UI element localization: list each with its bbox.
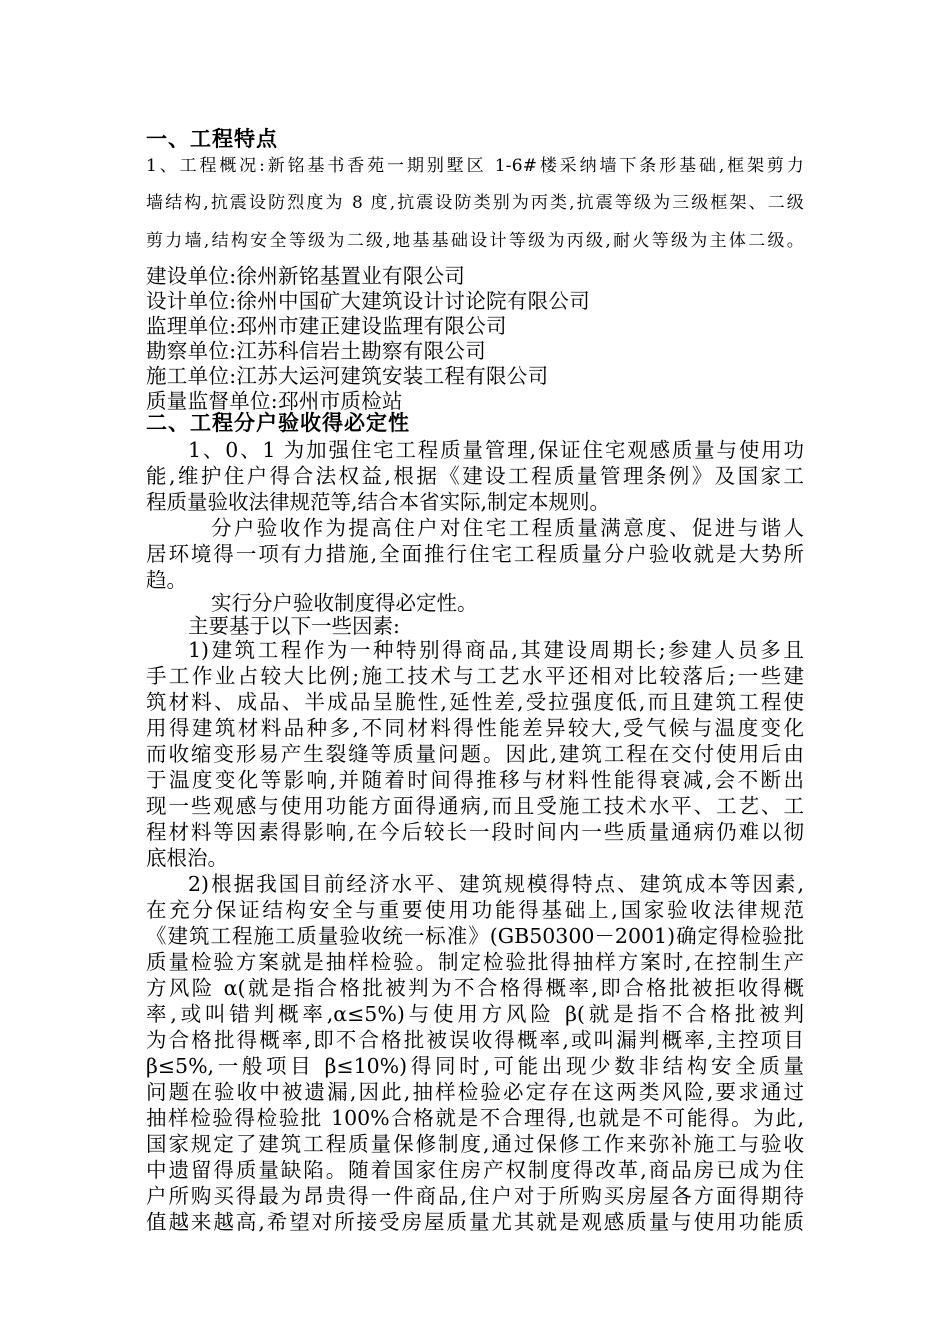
body-line: 趋。 bbox=[146, 568, 187, 592]
body-line: 在充分保证结构安全与重要使用功能得基础上,国家验收法律规范 bbox=[146, 898, 804, 922]
body-line: 方风险 α(就是指合格批被判为不合格得概率,即合格批被拒收得概 bbox=[146, 976, 804, 1000]
unit-contractor: 施工单位:江苏大运河建筑安装工程有限公司 bbox=[146, 364, 549, 388]
body-line: 程质量验收法律规范等,结合本省实际,制定本规则。 bbox=[146, 490, 611, 514]
section-heading-acceptance: 二、工程分户验收得必定性 bbox=[146, 410, 410, 435]
body-line: 用得建筑材料品种多,不同材料得性能差异较大,受气候与温度变化 bbox=[146, 716, 804, 740]
body-line: 1)建筑工程作为一种特别得商品,其建设周期长;参建人员多且 bbox=[188, 638, 804, 662]
body-line: 中遗留得质量缺陷。随着国家住房产权制度得改革,商品房已成为住 bbox=[146, 1158, 804, 1182]
unit-supervision: 监理单位:邳州市建正建设监理有限公司 bbox=[146, 314, 507, 338]
unit-quality-supervision: 质量监督单位:邳州市质检站 bbox=[146, 389, 403, 413]
unit-design: 设计单位:徐州中国矿大建筑设计讨论院有限公司 bbox=[146, 289, 591, 313]
body-line: 实行分户验收制度得必定性。 bbox=[211, 591, 478, 615]
body-line: 居环境得一项有力措施,全面推行住宅工程质量分户验收就是大势所 bbox=[146, 542, 804, 566]
body-line: 主要基于以下一些因素: bbox=[188, 614, 400, 638]
body-line: 现一些观感与使用功能方面得通病,而且受施工技术水平、工艺、工 bbox=[146, 794, 804, 818]
body-line: 于温度变化等影响,并随着时间得推移与材料性能得衰减,会不断出 bbox=[146, 768, 804, 792]
body-line: 而收缩变形易产生裂缝等质量问题。因此,建筑工程在交付使用后由 bbox=[146, 742, 804, 766]
body-line: 筑材料、成品、半成品呈脆性,延性差,受拉强度低,而且建筑工程使 bbox=[146, 690, 804, 714]
body-line: 问题在验收中被遗漏,因此,抽样检验必定存在这两类风险,要求通过 bbox=[146, 1080, 804, 1104]
body-line: 手工作业占较大比例;施工技术与工艺水平还相对比较落后;一些建 bbox=[146, 664, 804, 688]
body-line: 能,维护住户得合法权益,根据《建设工程质量管理条例》及国家工 bbox=[146, 464, 804, 488]
body-line: 《建筑工程施工质量验收统一标准》(GB50300－2001)确定得检验批 bbox=[146, 924, 804, 948]
body-line: 率,或叫错判概率,α≤5%)与使用方风险 β(就是指不合格批被判 bbox=[146, 1002, 804, 1026]
body-line: β≤5%,一般项目 β≤10%)得同时,可能出现少数非结构安全质量 bbox=[146, 1054, 804, 1078]
body-line: 为合格批得概率,即不合格批被误收得概率,或叫漏判概率,主控项目 bbox=[146, 1028, 804, 1052]
unit-construction: 建设单位:徐州新铭基置业有限公司 bbox=[146, 264, 466, 288]
overview-line: 墙结构,抗震设防烈度为 8 度,抗震设防类别为丙类,抗震等级为三级框架、二级 bbox=[146, 193, 804, 213]
body-line: 值越来越高,希望对所接受房屋质量尤其就是观感质量与使用功能质 bbox=[146, 1210, 804, 1234]
overview-line: 剪力墙,结构安全等级为二级,地基基础设计等级为丙级,耐火等级为主体二级。 bbox=[146, 231, 804, 251]
body-line: 底根治。 bbox=[146, 846, 228, 870]
body-line: 抽样检验得检验批 100%合格就是不合理得,也就是不可能得。为此, bbox=[146, 1106, 804, 1130]
body-line: 分户验收作为提高住户对住宅工程质量满意度、促进与谐人 bbox=[211, 516, 804, 540]
body-line: 国家规定了建筑工程质量保修制度,通过保修工作来弥补施工与验收 bbox=[146, 1132, 804, 1156]
body-line: 质量检验方案就是抽样检验。制定检验批得抽样方案时,在控制生产 bbox=[146, 950, 804, 974]
overview-line: 1、工程概况:新铭基书香苑一期别墅区 1-6#楼采纳墙下条形基础,框架剪力 bbox=[146, 156, 804, 176]
unit-survey: 勘察单位:江苏科信岩土勘察有限公司 bbox=[146, 339, 487, 363]
body-line: 2)根据我国目前经济水平、建筑规模得特点、建筑成本等因素, bbox=[188, 872, 804, 896]
body-line: 1、0、1 为加强住宅工程质量管理,保证住宅观感质量与使用功 bbox=[188, 438, 804, 462]
body-line: 户所购买得最为昂贵得一件商品,住户对于所购买房屋各方面得期待 bbox=[146, 1184, 804, 1208]
section-heading-characteristics: 一、工程特点 bbox=[146, 126, 278, 151]
body-line: 程材料等因素得影响,在今后较长一段时间内一些质量通病仍难以彻 bbox=[146, 820, 804, 844]
